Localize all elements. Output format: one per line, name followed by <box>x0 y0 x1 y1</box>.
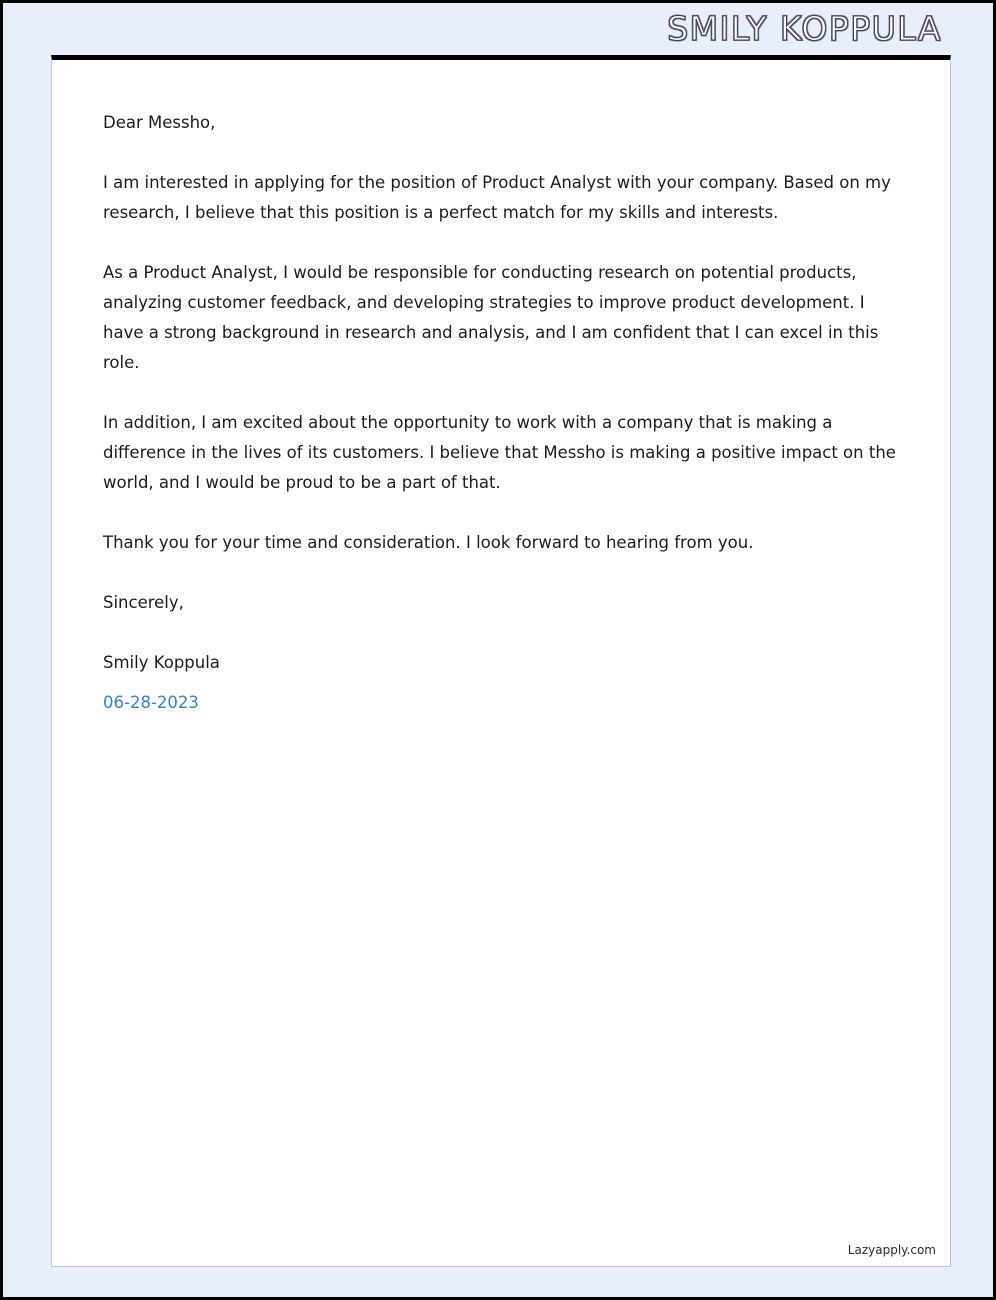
signature-name: Smily Koppula <box>103 653 220 672</box>
paragraph-motivation: In addition, I am excited about the opportunity to work with a company that is making a difference in the lives of its customers. I believe that Messho is making a positive impact on the world, and I would be proud to be a part of that. <box>103 413 902 492</box>
salutation: Dear Messho, <box>103 113 216 132</box>
letter-sheet <box>51 55 951 1267</box>
paragraph-intro: I am interested in applying for the position of Product Analyst with your company. Based on my research, I believe that this position is a perfect match for my skills and interests. <box>103 173 897 222</box>
cover-letter-body <box>103 108 903 718</box>
document-header <box>6 6 990 50</box>
closing: Sincerely, <box>103 593 184 612</box>
paragraph-role-description: As a Product Analyst, I would be responsible for conducting research on potential products, analyzing customer feedback, and developing strategies to improve product development. I have a strong background in research and analysis, and I am confident that I can excel in this role. <box>103 263 884 372</box>
candidate-name-heading: SMILY KOPPULA <box>667 8 942 48</box>
footer-brand: Lazyapply.com <box>847 1243 936 1257</box>
paragraph-thanks: Thank you for your time and consideration. I look forward to hearing from you. <box>103 533 754 552</box>
letter-date: 06-28-2023 <box>103 693 199 712</box>
